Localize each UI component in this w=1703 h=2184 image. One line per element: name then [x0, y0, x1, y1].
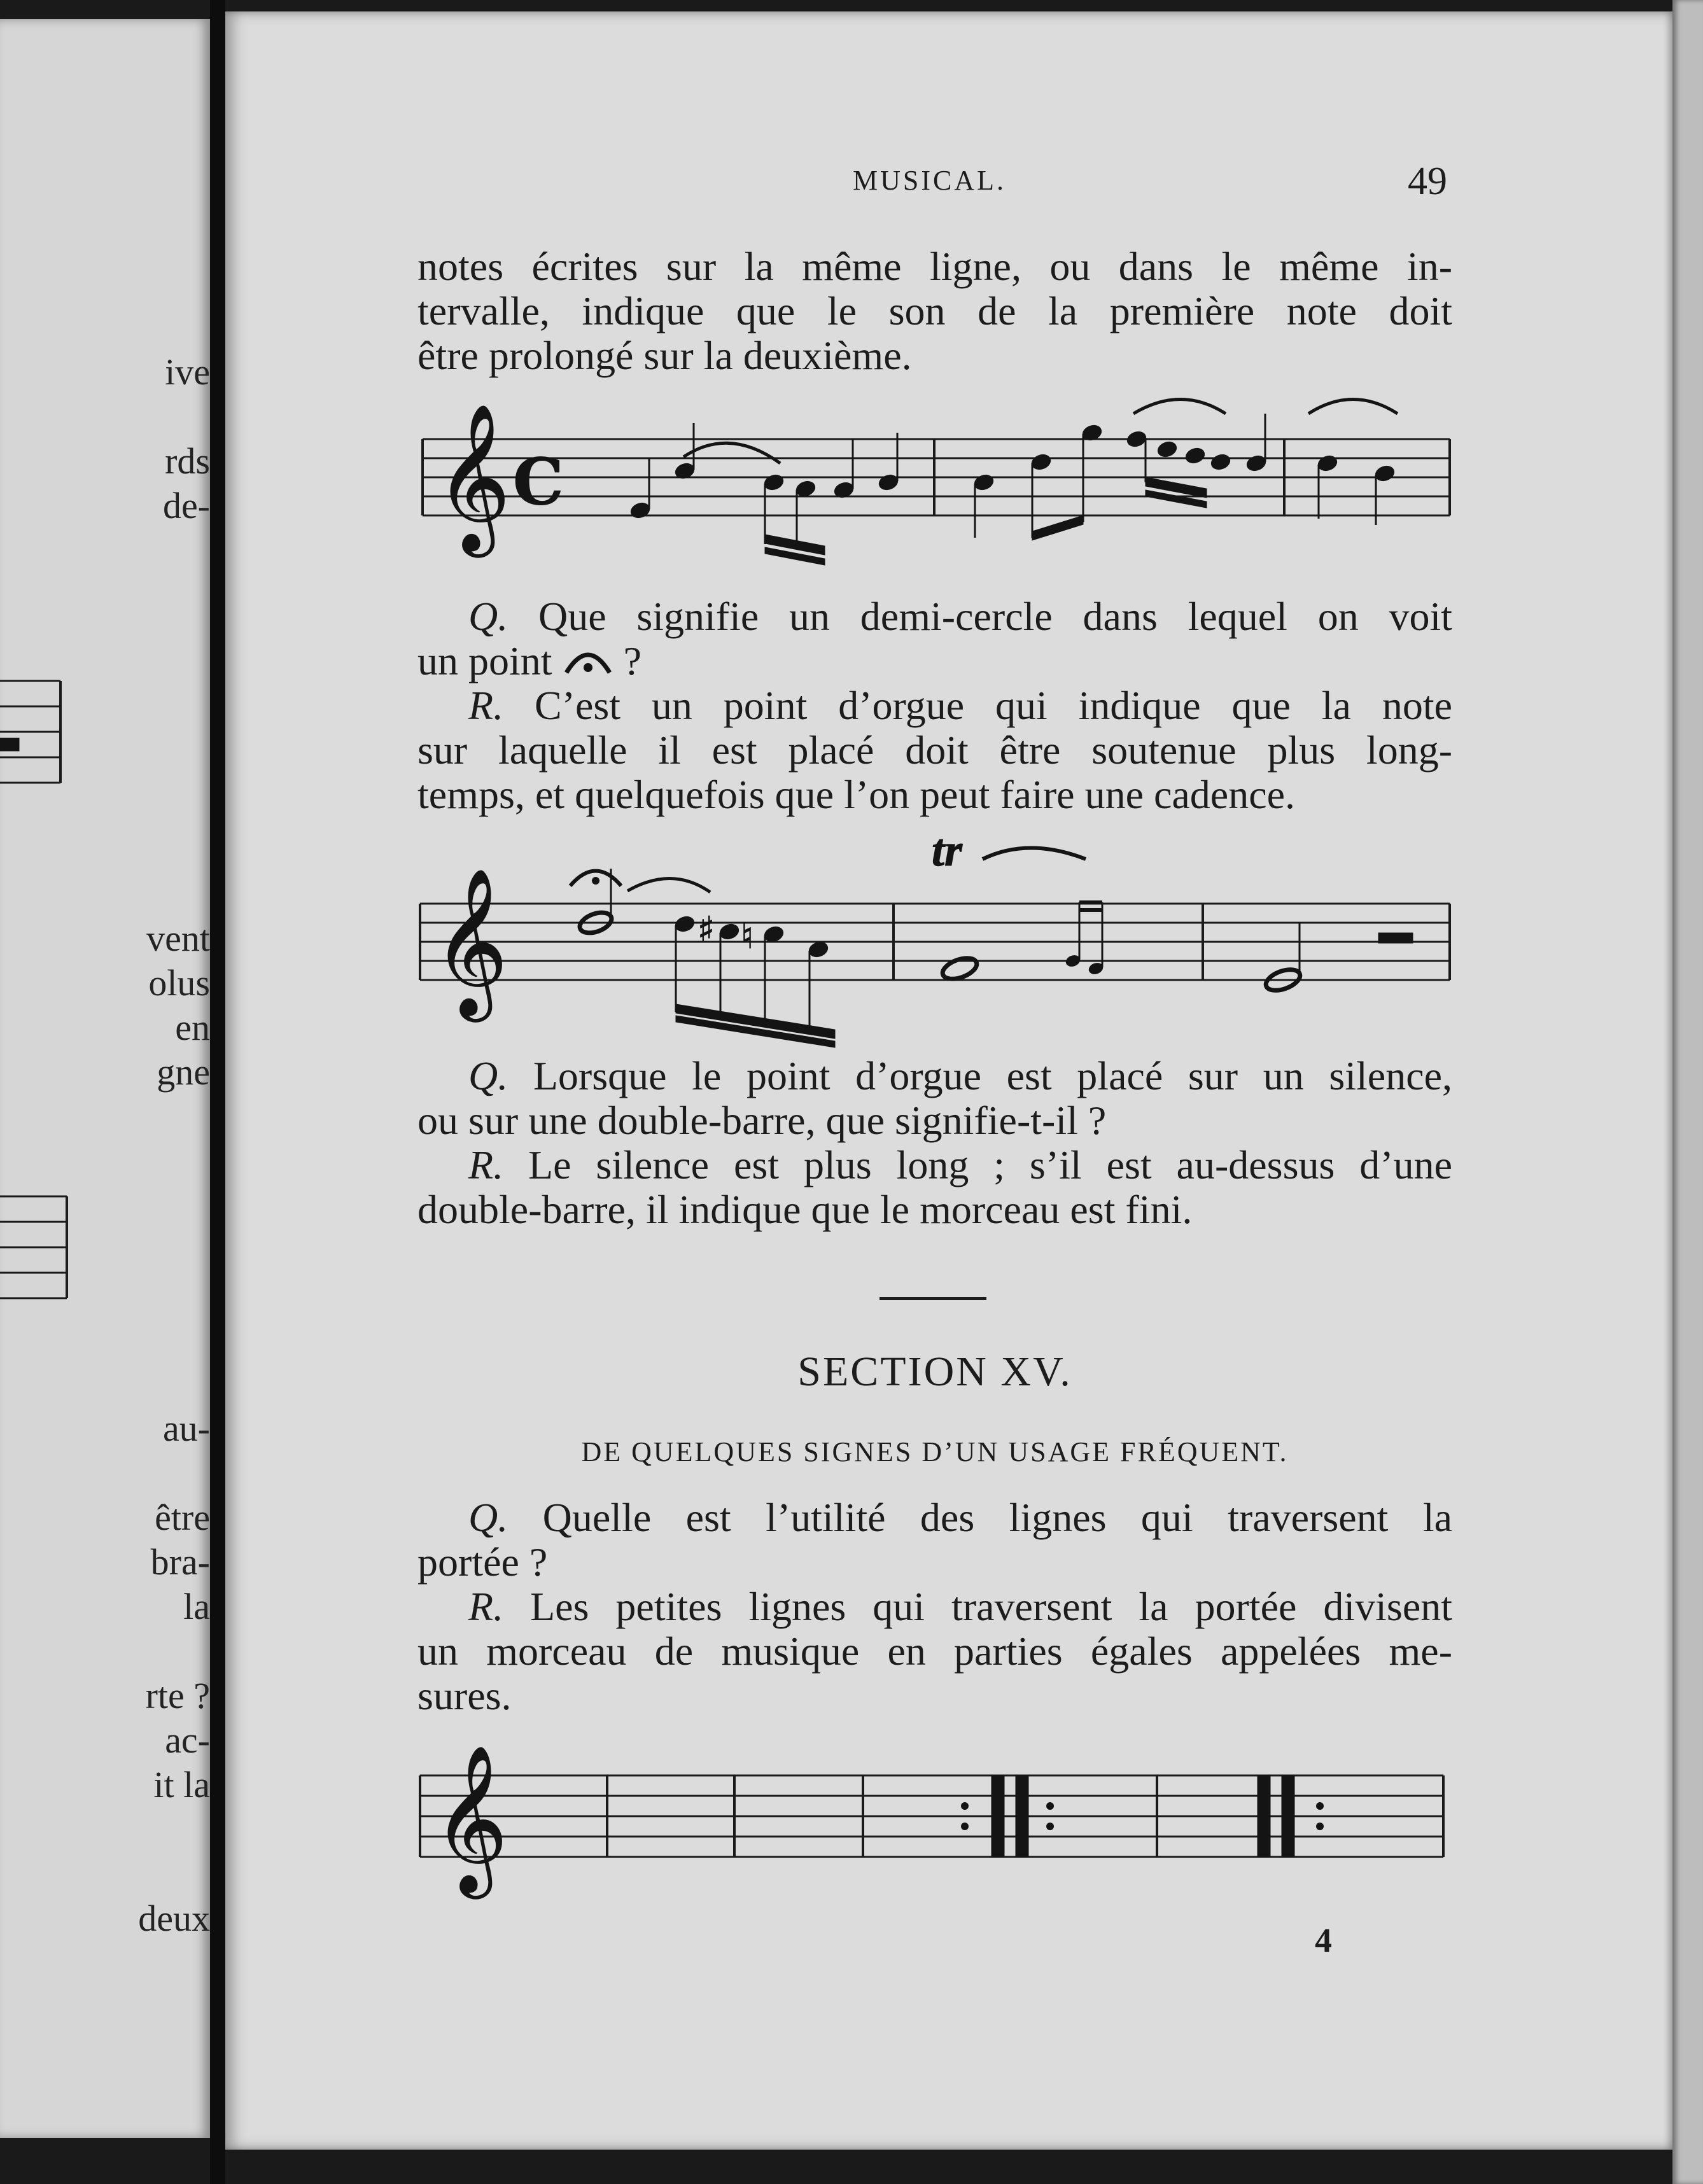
text-line	[417, 1143, 1452, 1187]
text-line: un morceau de musique en parties égales appelées me-	[417, 1628, 1452, 1674]
left-fragment: la	[183, 1586, 210, 1627]
left-fragment: être	[155, 1497, 210, 1538]
question-fermata	[417, 594, 1452, 817]
music-example-barlines	[417, 1744, 1448, 1909]
left-fragment: olus	[148, 962, 210, 1004]
text-line: portée ?	[417, 1539, 548, 1585]
notes-measure-1	[629, 423, 900, 565]
text-span: C’est un point d’orgue qui indique que la note	[534, 683, 1453, 728]
left-fragment: rds	[165, 440, 210, 482]
left-fragment: au-	[162, 1408, 210, 1449]
fermata-mark	[570, 871, 621, 886]
text-line: être prolongé sur la deuxième.	[417, 333, 912, 378]
left-staff-fragment	[0, 1177, 76, 1317]
left-fragment: deux	[138, 1898, 210, 1939]
text-span: Que signifie un demi-cercle dans lequel on voit	[538, 594, 1453, 639]
half-note	[940, 954, 979, 983]
r-marker: R.	[468, 683, 504, 728]
music-example-fermata	[417, 827, 1455, 1050]
text-line	[417, 1495, 1452, 1540]
left-fragment: rte ?	[145, 1675, 210, 1716]
treble-clef-icon: 𝄞	[433, 1744, 508, 1893]
left-fragment: ive	[165, 351, 210, 393]
text-line	[417, 1054, 1452, 1098]
question-fermata-rest	[417, 1054, 1452, 1232]
r-marker: R.	[468, 1142, 504, 1187]
left-fragment: vent	[146, 918, 210, 959]
text-line	[417, 1585, 1452, 1629]
section-divider	[880, 1297, 986, 1300]
page-number: 49	[1408, 160, 1447, 203]
text-span: Le silence est plus long ; s’il est au-dessus d’une	[528, 1142, 1453, 1187]
treble-clef-icon: 𝄞	[435, 403, 511, 551]
sixteenth-run	[673, 909, 835, 1047]
svg-text:♮: ♮	[741, 916, 754, 957]
paragraph-tie	[417, 244, 1452, 378]
text-span: Les petites lignes qui traversent la portée divisent	[530, 1584, 1453, 1629]
book-spine	[210, 0, 225, 2184]
section-title: SECTION XV.	[797, 1348, 1072, 1395]
text-span: Lorsque le point d’orgue est placé sur un silence,	[533, 1053, 1453, 1098]
running-title: MUSICAL.	[853, 165, 1007, 196]
text-line: ou sur une double-barre, que signifie-t-il ?	[417, 1098, 1107, 1143]
common-time-icon: C	[513, 444, 564, 519]
left-fragment: ac-	[165, 1719, 210, 1761]
grace-notes	[1065, 902, 1104, 976]
left-staff-fragment	[0, 675, 70, 789]
svg-text:♯: ♯	[697, 909, 715, 951]
text-line: sures.	[417, 1673, 512, 1718]
section-subtitle: DE QUELQUES SIGNES D’UN USAGE FRÉQUENT.	[581, 1436, 1289, 1467]
q-marker: Q.	[468, 1495, 508, 1540]
trill-mark: tr	[932, 827, 963, 876]
left-facing-page	[0, 19, 210, 2138]
text-line: notes écrites sur la même ligne, ou dans le même in-	[417, 244, 1452, 289]
question-barlines	[417, 1495, 1452, 1718]
page-edge	[1672, 0, 1703, 2184]
music-example-ties	[417, 388, 1455, 573]
fermata-icon	[563, 642, 613, 677]
left-fragment: gne	[157, 1051, 210, 1093]
text-line: double-barre, il indique que le morceau est fini.	[417, 1187, 1193, 1232]
rest-icon	[1378, 933, 1413, 943]
text-line: tervalle, indique que le son de la première note doit	[417, 288, 1452, 333]
signature-mark: 4	[1315, 1921, 1332, 1959]
q-marker: Q.	[468, 1053, 508, 1098]
staff	[423, 439, 1450, 515]
text-span: Quelle est l’utilité des lignes qui traversent la	[542, 1495, 1453, 1540]
left-fragment: de-	[162, 485, 210, 526]
text-span: un point	[417, 638, 552, 683]
left-fragment: it la	[153, 1764, 210, 1805]
left-fragment: en	[175, 1007, 210, 1048]
left-fragment: bra-	[150, 1541, 210, 1583]
q-marker: Q.	[468, 594, 508, 639]
notes-measure-2	[972, 400, 1268, 541]
text-line	[417, 639, 1452, 683]
r-marker: R.	[468, 1584, 504, 1629]
text-line: sur laquelle il est placé doit être soutenue plus long-	[417, 727, 1452, 773]
treble-clef-icon: 𝄞	[433, 867, 508, 1016]
text-line	[417, 683, 1452, 728]
notes-measure-3	[1308, 400, 1398, 526]
text-line: temps, et quelquefois que l’on peut faire une cadence.	[417, 772, 1295, 817]
text-line	[417, 594, 1452, 639]
text-span: ?	[623, 638, 641, 683]
